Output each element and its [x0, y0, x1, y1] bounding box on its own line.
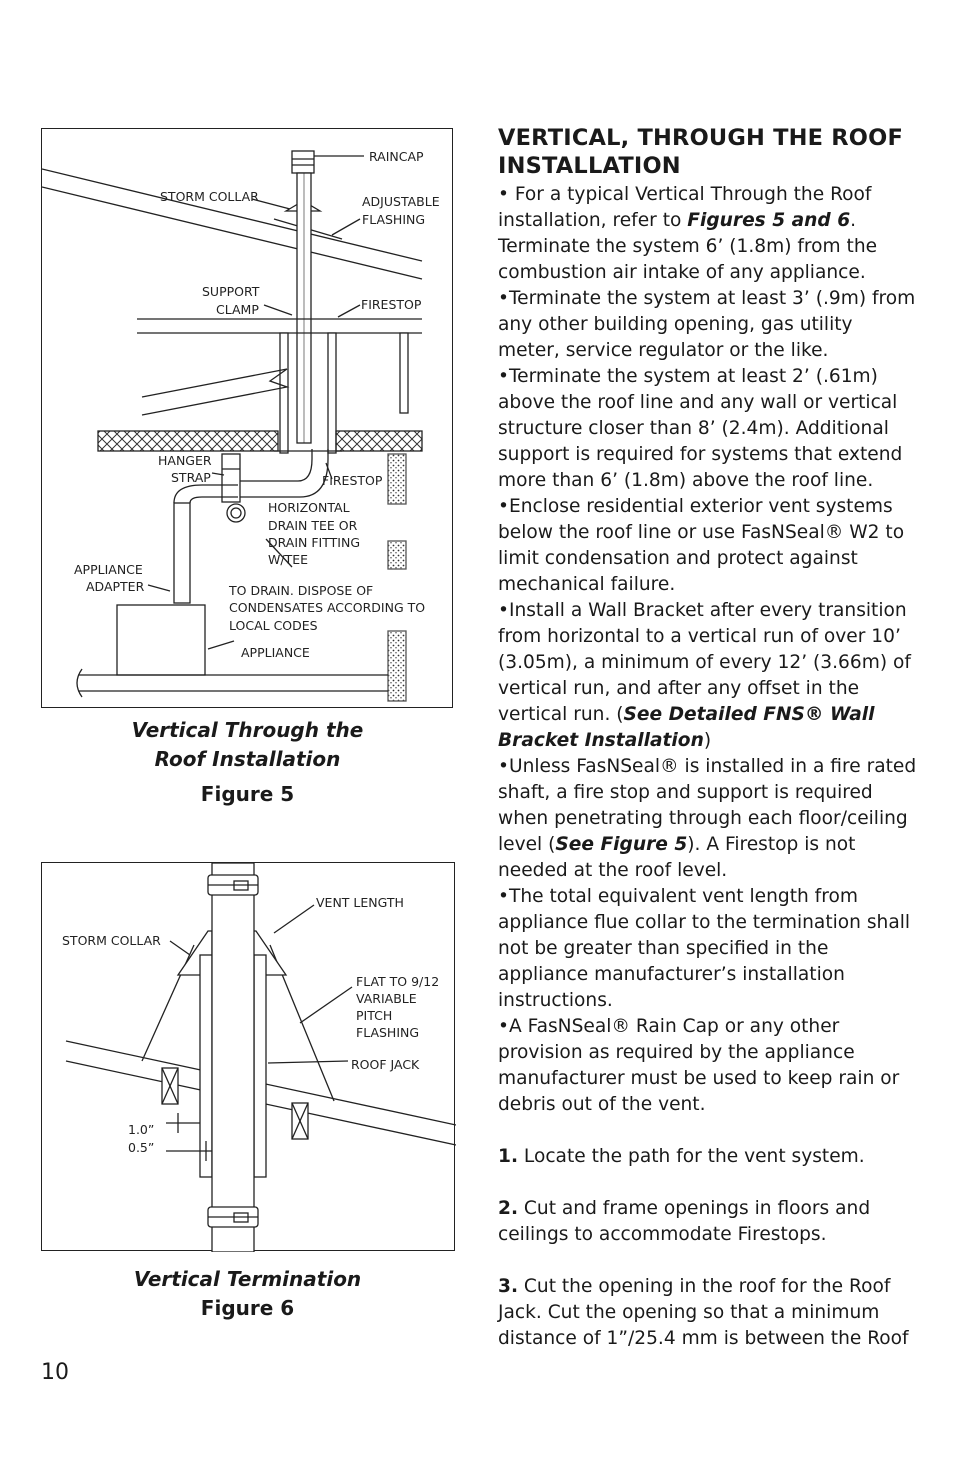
page-number: 10	[41, 1360, 69, 1385]
label-drain-note-3: LOCAL CODES	[229, 618, 318, 633]
label-vent-length: VENT LENGTH	[316, 895, 404, 910]
figure-6-title: Vertical Termination	[133, 1267, 362, 1291]
step-2	[498, 1196, 918, 1248]
label-hanger-strap-1: HANGER	[158, 453, 212, 468]
paragraph-enclose: •Enclose residential exterior vent systems below the roof line or use FasNSeal® W2 to limit condensation and protect against mechanical failure.	[498, 496, 905, 595]
label-adjustable-flashing-2: FLASHING	[362, 212, 426, 227]
label-drain-note-2: CONDENSATES ACCORDING TO	[229, 600, 426, 615]
instructions-column	[498, 124, 918, 1352]
paragraph-wall-bracket	[498, 598, 918, 754]
p6-figure-ref: See Figure 5	[555, 834, 688, 855]
label-raincap: RAINCAP	[369, 149, 424, 164]
paragraph-fire-stop	[498, 754, 918, 884]
figure-6-caption	[100, 1265, 395, 1320]
figure-5-title-line1: Vertical Through the	[131, 718, 364, 742]
label-dim-2: 0.5”	[128, 1140, 155, 1155]
figure-5-title-line2: Roof Installation	[154, 747, 341, 771]
label-appliance-adapter-1: APPLIANCE	[74, 562, 143, 577]
label-dim-1: 1.0”	[128, 1122, 155, 1137]
step-3	[498, 1274, 918, 1352]
step-2-number: 2.	[498, 1198, 519, 1219]
p5-text-a: •Install a Wall Bracket after every transition from horizontal to a vertical run of over 10’ (3.05m), a minimum of every 12’ (3.66m) of vertical run, and after any offset in the vertical run. (	[498, 600, 911, 725]
p6-text-c: ). A Firestop is not needed at the roof level.	[498, 834, 856, 881]
label-flashing-1: FLAT TO 9/12	[356, 974, 440, 989]
label-storm-collar: STORM COLLAR	[62, 933, 161, 948]
figure-6-drawing	[42, 863, 456, 1252]
step-2-text: Cut and frame openings in floors and ceilings to accommodate Firestops.	[498, 1198, 871, 1245]
label-drain-tee-2: DRAIN TEE OR	[268, 518, 358, 533]
figure-5-label: Figure 5	[200, 782, 295, 806]
label-drain-note-1: TO DRAIN. DISPOSE OF	[229, 583, 374, 598]
section-heading: VERTICAL, THROUGH THE ROOF INSTALLATION	[498, 125, 904, 179]
step-1-number: 1.	[498, 1146, 519, 1167]
label-drain-tee-1: HORIZONTAL	[268, 500, 350, 515]
step-3-number: 3.	[498, 1276, 519, 1297]
figure-5-diagram	[41, 128, 453, 708]
p1-text-c: . Terminate the system 6’ (1.8m) from the combustion air intake of any appliance.	[498, 210, 878, 283]
paragraph-vent-length: •The total equivalent vent length from appliance flue collar to the termination shall not be greater than specified in the appliance manufacturer’s installation instructions.	[498, 886, 911, 1011]
figure-6-diagram	[41, 862, 455, 1251]
figure-5-caption	[100, 716, 395, 806]
label-adjustable-flashing-1: ADJUSTABLE	[362, 194, 440, 209]
label-appliance-adapter-2: ADAPTER	[86, 579, 145, 594]
p6-text-a: •Unless FasNSeal® is installed in a fire rated shaft, a fire stop and support is required when penetrating through each floor/ceiling level (	[498, 756, 917, 855]
label-flashing-3: PITCH	[356, 1008, 393, 1023]
paragraph-building-opening: •Terminate the system at least 3’ (.9m) from any other building opening, gas utility meter, service regulator or the like.	[498, 288, 916, 361]
label-roof-jack: ROOF JACK	[351, 1057, 420, 1072]
label-appliance: APPLIANCE	[241, 645, 310, 660]
figure-6-label: Figure 6	[200, 1296, 295, 1320]
label-flashing-2: VARIABLE	[356, 991, 417, 1006]
label-firestop-lower: FIRESTOP	[322, 473, 383, 488]
figure-5-drawing	[42, 129, 454, 709]
step-1-text: Locate the path for the vent system.	[518, 1146, 865, 1167]
label-hanger-strap-2: STRAP	[171, 470, 211, 485]
paragraph-roof-line: •Terminate the system at least 2’ (.61m) above the roof line and any wall or vertical structure closer than 8’ (2.4m). Additional support is required for systems that extend more than 6’ (1.8m) above the roof line.	[498, 366, 903, 491]
step-1	[498, 1144, 918, 1170]
label-flashing-4: FLASHING	[356, 1025, 420, 1040]
paragraph-rain-cap: •A FasNSeal® Rain Cap or any other provision as required by the appliance manufacturer must be used to keep rain or debris out of the vent.	[498, 1016, 900, 1115]
p1-figures-ref: Figures 5 and 6	[687, 210, 851, 231]
label-drain-tee-4: W/TEE	[268, 552, 309, 567]
label-storm-collar: STORM COLLAR	[160, 189, 259, 204]
step-3-text: Cut the opening in the roof for the Roof Jack. Cut the opening so that a minimum distance of 1”/25.4 mm is between the Roof	[498, 1276, 909, 1349]
label-firestop-upper: FIRESTOP	[361, 297, 422, 312]
label-drain-tee-3: DRAIN FITTING	[268, 535, 361, 550]
p5-text-c: )	[703, 730, 712, 751]
label-support-clamp-1: SUPPORT	[202, 284, 260, 299]
p5-bracket-ref: See Detailed FNS® Wall Bracket Installation	[498, 704, 875, 751]
p1-text-a: • For a typical Vertical Through the Roof installation, refer to	[498, 184, 872, 231]
label-support-clamp-2: CLAMP	[216, 302, 259, 317]
paragraph-typical-installation	[498, 182, 918, 286]
